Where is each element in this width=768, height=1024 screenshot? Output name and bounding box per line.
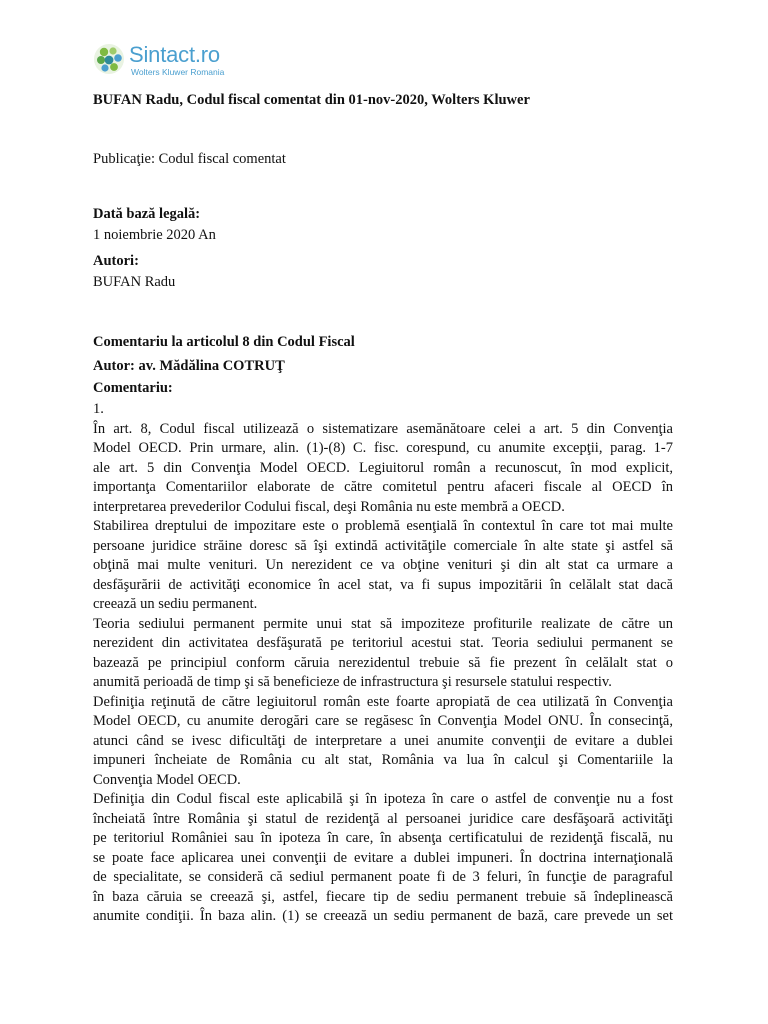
text-line: persoane juridice străine doresc să îşi extindă activităţile comerciale în alte state şi astfel să [93, 537, 673, 554]
commentary-author: Autor: av. Mădălina COTRUŢ [93, 358, 285, 374]
commentary-heading: Comentariu la articolul 8 din Codul Fiscal [93, 334, 355, 350]
logo-name: Sintact.ro [129, 42, 220, 67]
text-line: creează un sediu permanent. [93, 596, 258, 612]
text-line: impuneri încheiate de România cu alt stat, România va lua în calcul şi Comentariile la [93, 752, 673, 768]
text-line: anumită perioadă de timp şi să beneficieze de infrastructura şi resursele statului respectiv. [93, 674, 612, 690]
authors-value: BUFAN Radu [93, 274, 176, 290]
text-line: se poate face aplicarea unei convenţii de evitare a dublei impuneri. În doctrina internaţională [93, 849, 673, 866]
text-line: În art. 8, Codul fiscal utilizează o sistematizare asemănătoare celei a art. 5 din Convenţia [93, 420, 673, 437]
text-line: obţină mai multe venituri. Un nerezident ce va obţine venituri şi din alt stat ca urmare a [93, 557, 673, 573]
text-line: Model OECD. Prin urmare, alin. (1)-(8) C. fisc. corespund, cu anumite excepţii, parag. 1-7 [93, 440, 673, 456]
legal-base-label: Dată bază legală: [93, 206, 201, 222]
text-line: bazează pe principiul conform căruia nerezidentul trebuie să fie prezent în celălalt stat o [93, 654, 673, 671]
commentary-number: 1. [93, 401, 104, 417]
text-line: Model OECD, cu anumite derogări care se regăsesc în Convenţia Model ONU. În consecinţă, [93, 713, 673, 729]
text-line: nerezident din activitatea desfăşurată pe teritoriul acestui stat. Teoria sediului permanent se [93, 635, 673, 651]
text-line: Definiţia din Codul fiscal este aplicabilă şi în ipoteza în care o astfel de convenţie nu a fost [93, 791, 673, 807]
globe-logo-icon [92, 42, 126, 76]
paragraph-5 [93, 790, 673, 927]
document-title: BUFAN Radu, Codul fiscal comentat din 01-nov-2020, Wolters Kluwer [93, 92, 530, 108]
publication-line: Publicaţie: Codul fiscal comentat [93, 151, 286, 167]
legal-base-value: 1 noiembrie 2020 An [93, 227, 216, 243]
text-line: pe teritoriul României sau în ipoteza în care, în absenţa certificatului de rezidenţă fiscală, nu [93, 830, 673, 846]
text-line: încheiată între România şi statul de rezidenţă al persoanei juridice care desfăşoară activităţi [93, 810, 673, 827]
text-line: de specialitate, se consideră că sediul permanent poate fi de 3 feluri, în funcţie de paragraful [93, 869, 673, 885]
text-line: în baza căruia se creează şi, astfel, fiecare tip de sediu permanent trebuie să îndeplinească [93, 888, 673, 905]
sintact-logo[interactable] [92, 42, 224, 80]
text-line: atunci când se ivesc dificultăţi de interpretare a unei anumite convenţii de evitare a dublei [93, 732, 673, 749]
text-line: anumite condiţii. În baza alin. (1) se creează un sediu permanent de bază, care prevede un set [93, 908, 673, 924]
commentary-label: Comentariu: [93, 380, 173, 396]
text-line: Definiţia reţinută de către legiuitorul român este foarte apropiată de cea utilizată în Convenţia [93, 693, 673, 710]
commentary-body [93, 400, 673, 927]
text-line: Convenţia Model OECD. [93, 771, 241, 788]
paragraph-3 [93, 615, 673, 693]
text-line: interpretarea prevederilor Codului fiscal, deşi România nu este membră a OECD. [93, 498, 565, 515]
text-line: importanţa Comentariilor elaborate de către comitetul pentru afaceri fiscale al OECD în [93, 479, 673, 495]
paragraph-2 [93, 517, 673, 615]
text-line: Teoria sediului permanent permite unui stat să impoziteze profiturile realizate de către un [93, 615, 673, 632]
text-line: Stabilirea dreptului de impozitare este o problemă esenţială în contextul în care tot mai multe [93, 518, 673, 534]
text-line: ale art. 5 din Convenţia Model OECD. Legiuitorul român a recunoscut, în mod explicit, [93, 459, 673, 476]
paragraph-4 [93, 693, 673, 791]
paragraph-1 [93, 420, 673, 518]
logo-subtitle: Wolters Kluwer Romania [131, 67, 225, 77]
text-line: desfăşurării de activităţi economice în acel stat, va fi supus impozitării în celălalt stat dacă [93, 576, 673, 593]
authors-label: Autori: [93, 253, 139, 269]
